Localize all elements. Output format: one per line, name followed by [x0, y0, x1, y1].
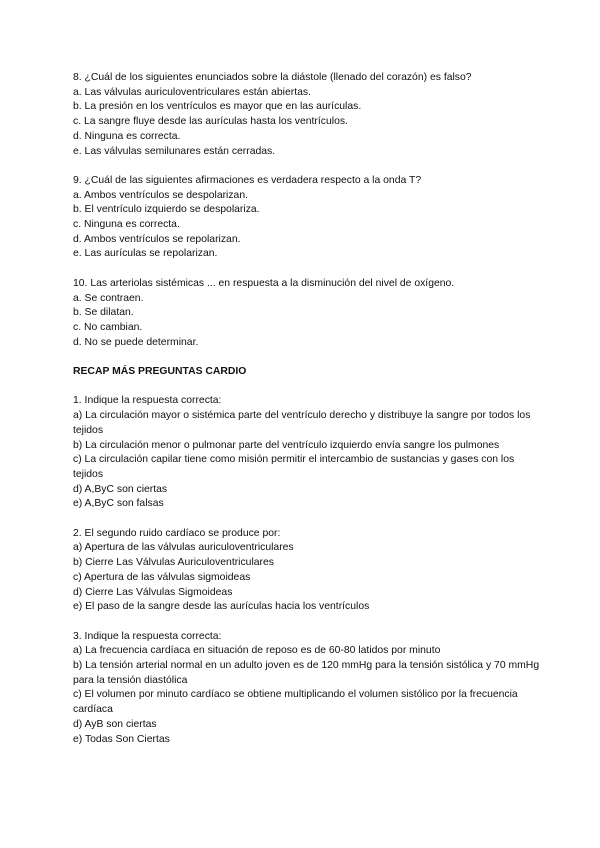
question-text: 8. ¿Cuál de los siguientes enunciados sobre la diástole (llenado del corazón) es falso? — [73, 72, 472, 83]
answer-option: b) La tensión arterial normal en un adulto joven es de 120 mmHg para la tensión sistólica y 70 mmHg — [73, 660, 540, 672]
answer-option: a. Las válvulas auriculoventriculares están abiertas. — [73, 86, 311, 98]
document-content — [73, 71, 543, 762]
section-heading: RECAP MÁS PREGUNTAS CARDIO — [73, 366, 247, 378]
answer-option: b. La presión en los ventrículos es mayor que en las aurículas. — [73, 101, 362, 113]
answer-option: e) A,ByC son falsas — [73, 498, 164, 510]
answer-option: c. La sangre fluye desde las aurículas hasta los ventrículos. — [73, 116, 348, 128]
answer-option: d. No se puede determinar. — [73, 336, 199, 348]
answer-option: a. Se contraen. — [73, 292, 144, 304]
question-text: 1. Indique la respuesta correcta: — [73, 395, 222, 407]
answer-option: c. Ninguna es correcta. — [73, 219, 180, 231]
answer-option: b. El ventrículo izquierdo se despolariza. — [73, 204, 260, 216]
answer-option: d. Ninguna es correcta. — [73, 130, 181, 142]
answer-option: d) AyB son ciertas — [73, 718, 157, 730]
question-text: 3. Indique la respuesta correcta: — [73, 630, 222, 642]
answer-option: d) Cierre Las Válvulas Sigmoideas — [73, 586, 233, 598]
answer-option: a) La circulación mayor o sistémica parte del ventrículo derecho y distribuye la sangre por todos los tejidos — [73, 410, 531, 436]
answer-option: a) La frecuencia cardíaca en situación de reposo es de 60-80 latidos por minuto — [73, 645, 441, 657]
answer-option: e. Las válvulas semilunares están cerradas. — [73, 145, 276, 157]
answer-option: a. Ambos ventrículos se despolarizan. — [73, 189, 249, 201]
recap-question-block-1 — [73, 394, 543, 512]
question-text: 10. Las arteriolas sistémicas ... en respuesta a la disminución del nivel de oxígeno. — [73, 277, 455, 289]
recap-question-block-3 — [73, 630, 543, 748]
answer-option-continuation: para la tensión diastólica — [73, 674, 188, 686]
question-block-10 — [73, 277, 543, 351]
answer-option: b) La circulación menor o pulmonar parte del ventrículo izquierdo envía sangre los pulmones — [73, 439, 500, 451]
answer-option: a) Apertura de las válvulas auriculoventriculares — [73, 542, 294, 554]
answer-option: b. Se dilatan. — [73, 307, 134, 319]
answer-option: c. No cambian. — [73, 321, 143, 333]
answer-option: e) El paso de la sangre desde las aurículas hacia los ventrículos — [73, 601, 370, 613]
question-block-9 — [73, 174, 543, 262]
answer-option: d. Ambos ventrículos se repolarizan. — [73, 233, 241, 245]
answer-option: c) Apertura de las válvulas sigmoideas — [73, 571, 251, 583]
answer-option: d) A,ByC son ciertas — [73, 483, 168, 495]
answer-option: e) Todas Son Ciertas — [73, 733, 170, 745]
answer-option: e. Las aurículas se repolarizan. — [73, 248, 218, 260]
question-text: 9. ¿Cuál de las siguientes afirmaciones es verdadera respecto a la onda T? — [73, 174, 422, 186]
answer-option: c) La circulación capilar tiene como misión permitir el intercambio de sustancias y gases con los tejidos — [73, 454, 515, 480]
answer-option: c) El volumen por minuto cardíaco se obtiene multiplicando el volumen sistólico por la frecuencia cardíaca — [73, 689, 518, 716]
answer-option: b) Cierre Las Válvulas Auriculoventriculares — [73, 557, 274, 569]
question-text: 2. El segundo ruido cardíaco se produce por: — [73, 527, 281, 539]
question-block-8 — [73, 71, 543, 159]
recap-question-block-2 — [73, 527, 543, 615]
